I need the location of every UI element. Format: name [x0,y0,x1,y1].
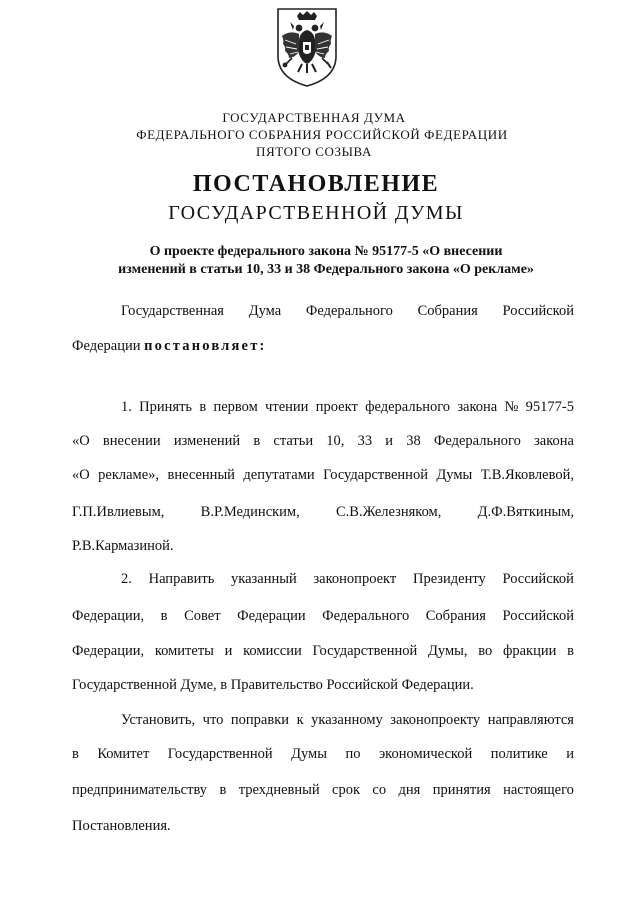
item1-line-3 [72,466,574,484]
word: предпринимательству [72,782,208,798]
word: внесении [102,433,161,449]
word: Дума [248,303,282,319]
word: Направить [148,571,215,587]
final-line-3 [72,781,574,799]
word: Собрания [425,608,486,624]
word: Думы [436,467,473,483]
word: внесенный [167,467,235,483]
word: в [72,746,79,762]
header-federal-assembly: ФЕДЕРАЛЬНОГО СОБРАНИЯ РОССИЙСКОЙ ФЕДЕРАЦИИ [136,127,508,142]
item2-line-3 [72,642,574,660]
word: в [253,433,261,449]
word: Государственной [312,643,418,659]
subject-line-1: О проекте федерального закона № 95177-5 «О внесении [149,244,503,259]
item1-line-1 [121,398,574,416]
word: депутатами [243,467,315,483]
word: Российской [502,608,574,624]
intro-start: Федерации [72,338,145,354]
word: трехдневный [238,782,320,798]
item1-line-5: Р.В.Кармазиной. [72,538,174,554]
final-line-1 [121,711,574,729]
subject-line-2: изменений в статьи 10, 33 и 38 Федерального закона «О рекламе» [118,262,534,277]
header-duma: ГОСУДАРСТВЕННАЯ ДУМА [222,110,406,125]
word: проект [315,399,358,415]
word: принятия [432,782,491,798]
word: со [372,782,387,798]
word: Российской [502,303,574,319]
word: указанный [231,571,297,587]
word: № [504,399,519,415]
word: Т.В.Яковлевой, [480,467,574,483]
word: статьи [273,433,314,449]
word: Государственная [121,303,224,319]
word: закона [457,399,498,415]
word: что [202,712,224,728]
word: дня [398,782,421,798]
word: Федерального [322,608,410,624]
word: Федерации, [72,608,145,624]
word: законопроекту [390,712,481,728]
word: Установить, [121,712,196,728]
item1-line-4 [72,503,574,521]
word: закона [534,433,574,449]
intro-line-1 [121,302,574,320]
word: Российской [502,571,574,587]
item1-line-2 [72,432,574,450]
word: федерального [365,399,451,415]
word: 1. [121,399,132,415]
word: Г.П.Ивлиевым, [72,504,165,520]
document-subtitle: ГОСУДАРСТВЕННОЙ ДУМЫ [168,202,464,224]
word: по [345,746,361,762]
word: в [219,782,227,798]
word: Д.Ф.Вяткиным, [477,504,574,520]
item2-line-1 [121,570,574,588]
intro-line-2 [72,337,267,355]
word: и [566,746,574,762]
word: срок [332,782,361,798]
word: Федерации [237,608,306,624]
word: экономической [378,746,473,762]
word: Федерации, [72,643,145,659]
word: рекламе», [98,467,160,483]
word: Принять [139,399,193,415]
word: и [385,433,394,449]
header-convocation: ПЯТОГО СОЗЫВА [256,144,372,159]
word: С.В.Железняком, [335,504,442,520]
word: Федерального [433,433,521,449]
word: законопроект [313,571,397,587]
word: в [199,399,207,415]
word: Комитет [97,746,150,762]
word: комиссии [243,643,302,659]
final-line-4: Постановления. [72,818,171,834]
word: Собрания [417,303,478,319]
word: Государственной [323,467,428,483]
item2-line-4: Государственной Думе, в Правительство Российской Федерации. [72,677,474,693]
word: указанному [311,712,383,728]
word: 10, [326,433,345,449]
word: 95177-5 [525,399,574,415]
word: в [160,608,168,624]
decree-word: постановляет: [144,338,267,354]
word: 33 [357,433,373,449]
word: к [296,712,304,728]
word: политике [490,746,548,762]
word: во [478,643,493,659]
word: изменений [173,433,241,449]
word: «О [72,467,90,483]
word: 38 [406,433,421,449]
word: Думы [291,746,327,762]
item2-line-2 [72,607,574,625]
word: Думы, [428,643,468,659]
word: настоящего [503,782,574,798]
word: Федерального [305,303,393,319]
word: первом [213,399,258,415]
word: комитеты [154,643,214,659]
final-line-2 [72,745,574,763]
word: чтении [265,399,309,415]
word: поправки [230,712,290,728]
word: в [567,643,574,659]
word: «О [72,433,90,449]
coat-of-arms-emblem [272,6,342,88]
word: Государственной [167,746,273,762]
word: Совет [184,608,221,624]
word: направляются [487,712,574,728]
document-title: ПОСТАНОВЛЕНИЕ [192,171,440,197]
word: фракции [502,643,557,659]
word: В.Р.Мединским, [200,504,300,520]
word: и [224,643,233,659]
word: 2. [121,571,132,587]
word: Президенту [412,571,486,587]
